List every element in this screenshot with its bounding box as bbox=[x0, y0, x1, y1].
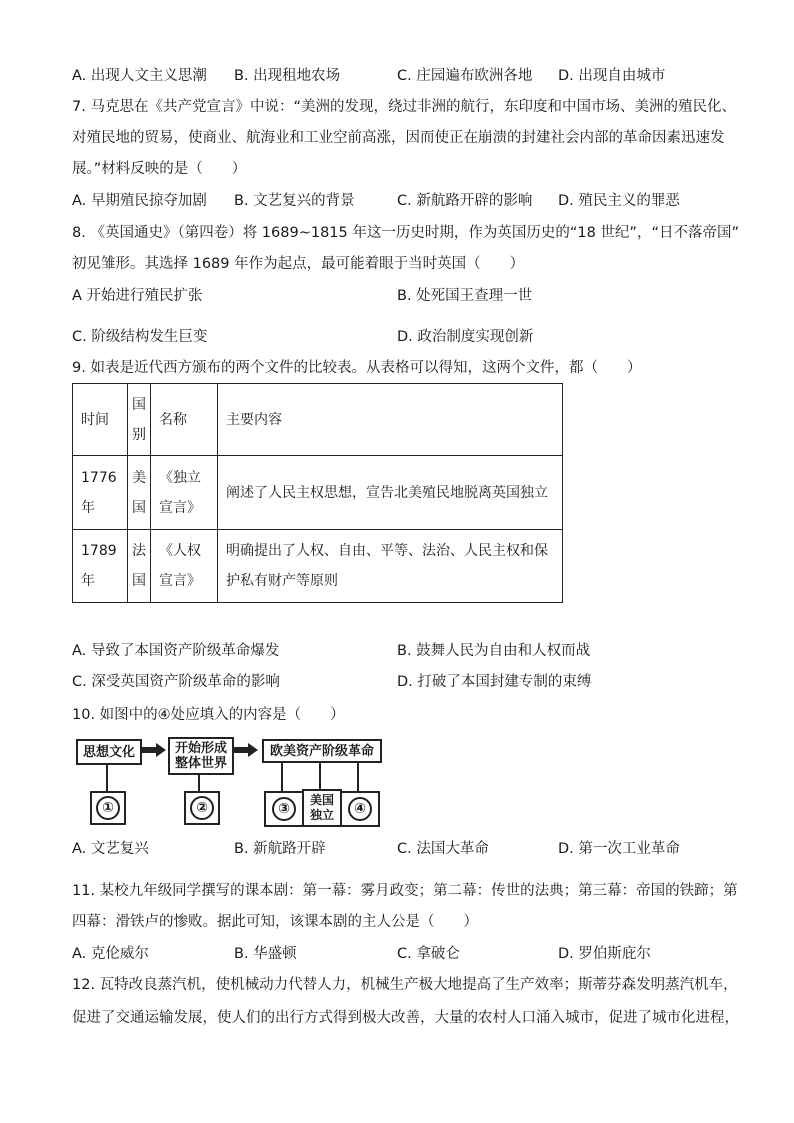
q7-stem-line3: 展。”材料反映的是（ ） bbox=[72, 161, 247, 177]
table-header-content: 主要内容 bbox=[218, 384, 563, 456]
table-cell-time: 1789 年 bbox=[73, 530, 128, 603]
q11-stem-line1: 11. 某校九年级同学撰写的课本剧：第一幕：雾月政变；第二幕：传世的法典；第三幕：帝国的铁蹄；第 bbox=[72, 883, 738, 899]
q11-option-a: A. 克伦威尔 bbox=[72, 946, 149, 962]
table-cell-country: 美国 bbox=[128, 456, 151, 530]
q9-option-c: C. 深受英国资产阶级革命的影响 bbox=[72, 674, 280, 690]
q7-stem-line2: 对殖民地的贸易，使商业、航海业和工业空前高涨，因而使正在崩溃的封建社会内部的革命因素迅速发 bbox=[72, 130, 725, 146]
q7-stem-line1: 7. 马克思在《共产党宣言》中说：“美洲的发现，绕过非洲的航行，东印度和中国市场、美洲的殖民化、 bbox=[72, 99, 736, 115]
slot-number-2: ② bbox=[190, 796, 214, 820]
q12-stem-line1: 12. 瓦特改良蒸汽机，使机械动力代替人力，机械生产极大地提高了生产效率；斯蒂芬森发明蒸汽机车， bbox=[72, 977, 738, 993]
q6-option-c: C. 庄园遍布欧洲各地 bbox=[397, 68, 533, 84]
table-cell-name: 《人权宣言》 bbox=[151, 530, 218, 603]
diagram-slot-2 bbox=[184, 791, 220, 825]
diagram-slot-1 bbox=[90, 791, 126, 825]
q7-option-d: D. 殖民主义的罪恶 bbox=[558, 193, 680, 209]
table-cell-time: 1776 年 bbox=[73, 456, 128, 530]
us-independence-line2: 独立 bbox=[309, 808, 334, 822]
q8-option-b: B. 处死国王查理一世 bbox=[397, 288, 533, 304]
table-cell-country: 法国 bbox=[128, 530, 151, 603]
q10-diagram bbox=[76, 737, 386, 829]
diagram-box-us-independence bbox=[302, 789, 342, 827]
q10-stem: 10. 如图中的④处应填入的内容是（ ） bbox=[72, 707, 345, 723]
q8-option-d: D. 政治制度实现创新 bbox=[397, 329, 534, 345]
diagram-slot-3 bbox=[264, 791, 304, 827]
q8-stem-line2: 初见雏形。其选择 1689 年作为起点，最可能着眼于当时英国（ ） bbox=[72, 256, 525, 272]
table-cell-content: 阐述了人民主权思想，宣告北美殖民地脱离英国独立 bbox=[218, 456, 563, 530]
q8-stem-line1: 8. 《英国通史》（第四卷）将 1689~1815 年这一历史时期，作为英国历史的“18 世纪”，“日不落帝国” bbox=[72, 225, 739, 241]
table-header-row bbox=[73, 384, 563, 456]
diagram-box-culture: 思想文化 bbox=[76, 739, 142, 765]
q11-option-b: B. 华盛顿 bbox=[234, 946, 297, 962]
q10-option-a: A. 文艺复兴 bbox=[72, 841, 149, 857]
q6-option-a: A. 出现人文主义思潮 bbox=[72, 68, 207, 84]
table-row bbox=[73, 530, 563, 603]
q7-option-a: A. 早期殖民掠夺加剧 bbox=[72, 193, 207, 209]
slot-number-1: ① bbox=[96, 796, 120, 820]
diagram-box-world-line1: 开始形成 bbox=[174, 741, 227, 756]
diagram-slot-4 bbox=[340, 791, 380, 827]
q6-option-b: B. 出现租地农场 bbox=[234, 68, 341, 84]
q9-stem: 9. 如表是近代西方颁布的两个文件的比较表。从表格可以得知，这两个文件，都（ ） bbox=[72, 360, 642, 376]
table-header-time: 时间 bbox=[73, 384, 128, 456]
diagram-box-revolution: 欧美资产阶级革命 bbox=[262, 739, 382, 763]
q9-option-b: B. 鼓舞人民为自由和人权而战 bbox=[397, 643, 591, 659]
q12-stem-line2: 促进了交通运输发展，使人们的出行方式得到极大改善，大量的农村人口涌入城市，促进了城市化进程， bbox=[72, 1010, 739, 1026]
q8-option-c: C. 阶级结构发生巨变 bbox=[72, 329, 208, 345]
slot-number-4: ④ bbox=[348, 797, 372, 821]
table-row bbox=[73, 456, 563, 530]
q7-option-c: C. 新航路开辟的影响 bbox=[397, 193, 533, 209]
q9-option-a: A. 导致了本国资产阶级革命爆发 bbox=[72, 643, 280, 659]
table-header-country: 国别 bbox=[128, 384, 151, 456]
q10-option-c: C. 法国大革命 bbox=[397, 841, 489, 857]
q10-option-b: B. 新航路开辟 bbox=[234, 841, 326, 857]
table-header-name: 名称 bbox=[151, 384, 218, 456]
diagram-box-world-line2: 整体世界 bbox=[174, 756, 227, 771]
table-cell-content: 明确提出了人权、自由、平等、法治、人民主权和保护私有财产等原则 bbox=[218, 530, 563, 603]
q8-option-a: A 开始进行殖民扩张 bbox=[72, 288, 203, 304]
q11-option-c: C. 拿破仑 bbox=[397, 946, 460, 962]
table-cell-name: 《独立宣言》 bbox=[151, 456, 218, 530]
q7-option-b: B. 文艺复兴的背景 bbox=[234, 193, 355, 209]
q6-option-d: D. 出现自由城市 bbox=[558, 68, 666, 84]
comparison-table bbox=[72, 383, 563, 603]
q10-option-d: D. 第一次工业革命 bbox=[558, 841, 680, 857]
q9-option-d: D. 打破了本国封建专制的束缚 bbox=[397, 674, 592, 690]
q11-stem-line2: 四幕：滑铁卢的惨败。据此可知，该课本剧的主人公是（ ） bbox=[72, 914, 478, 930]
q11-option-d: D. 罗伯斯庇尔 bbox=[558, 946, 651, 962]
slot-number-3: ③ bbox=[272, 797, 296, 821]
us-independence-line1: 美国 bbox=[309, 793, 334, 807]
